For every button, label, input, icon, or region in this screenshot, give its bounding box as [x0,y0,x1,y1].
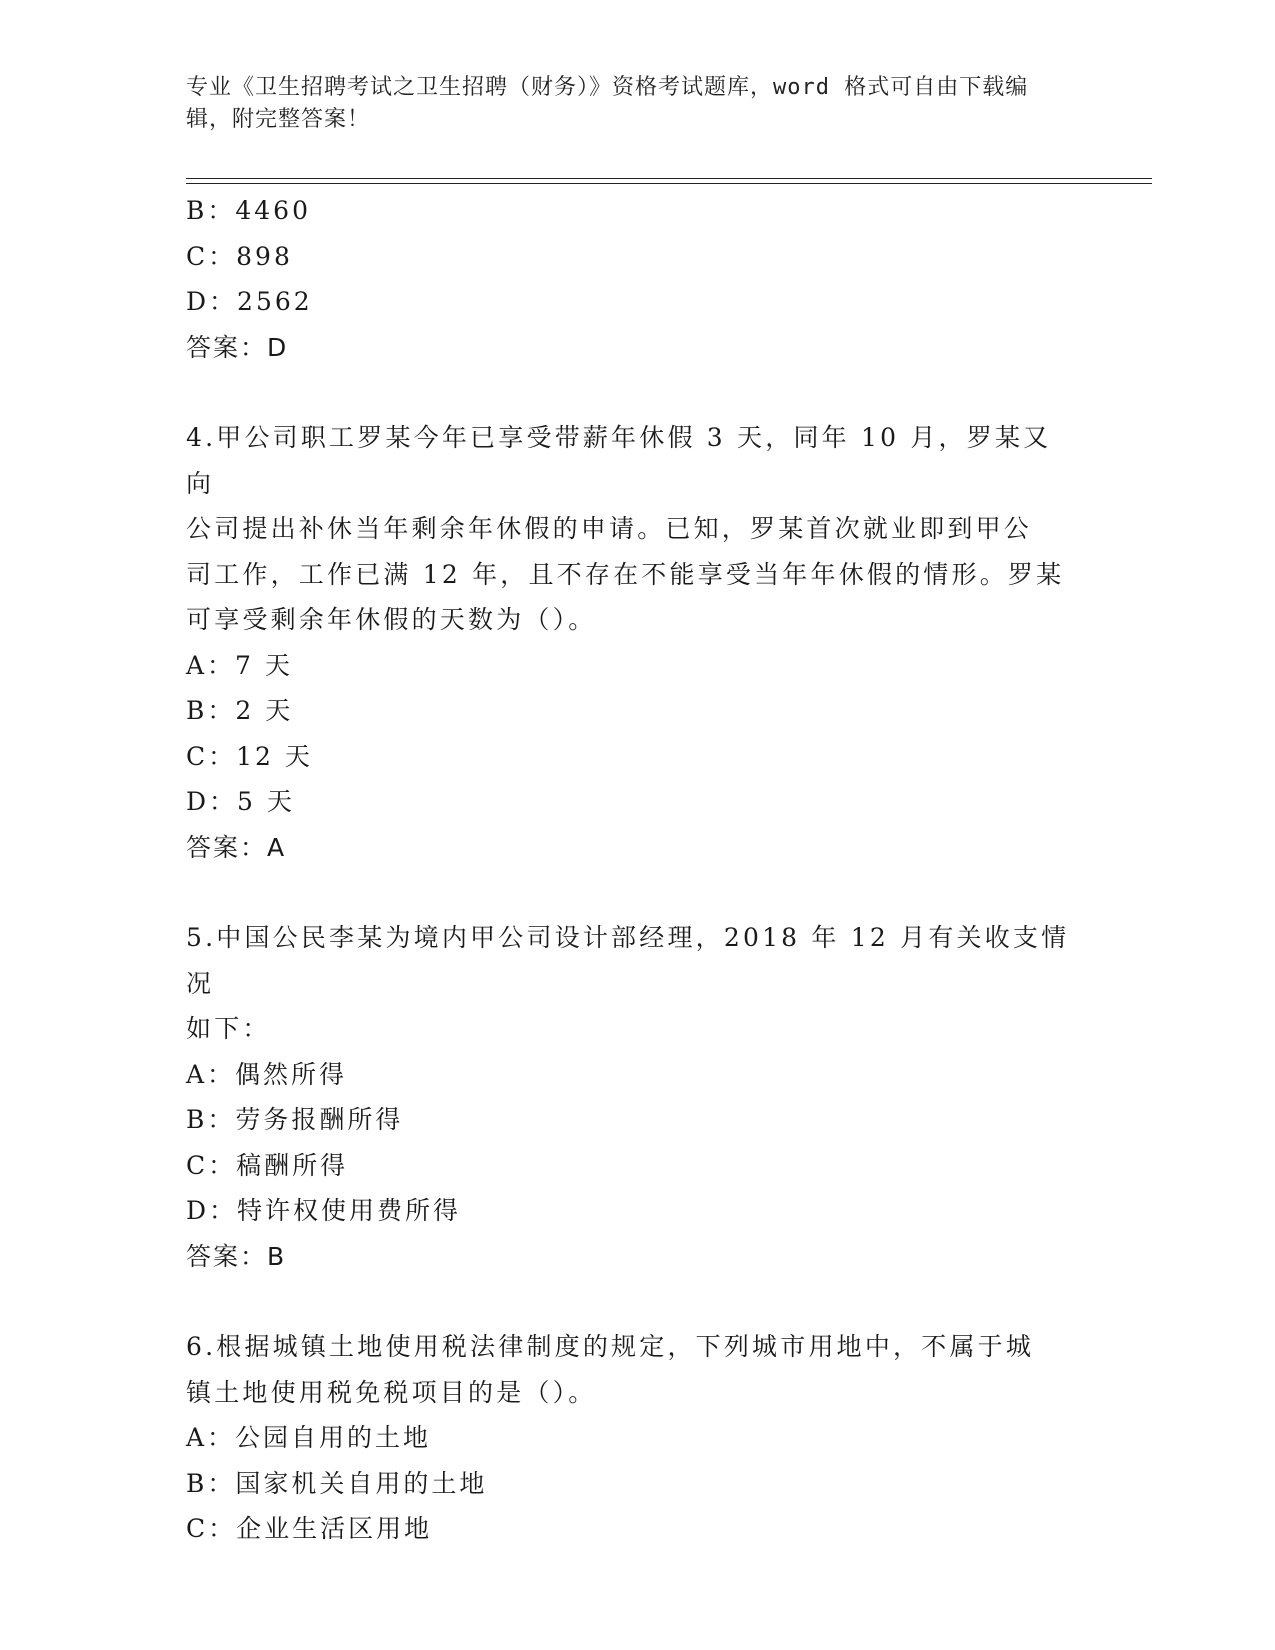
document-header: 专业《卫生招聘考试之卫生招聘（财务）》资格考试题库，word 格式可自由下载编辑，附完整答案！ [186,75,1029,132]
stem-line: 可享受剩余年休假的天数为（）。 [186,605,597,634]
question-content [186,188,1086,1552]
stem-line: 5.中国公民李某为境内甲公司设计部经理，2018 年 12 月有关收支情况 [186,923,1070,998]
option-a: A：7 天 [186,650,293,680]
option-c: C：企业生活区用地 [186,1514,433,1543]
option-d: D：5 天 [186,787,295,816]
stem-line: 镇土地使用税免税项目的是（）。 [186,1377,597,1407]
question-stem [186,915,1076,1052]
option-c: C：稿酬所得 [186,1150,349,1180]
stem-line: 4.甲公司职工罗某今年已享受带薪年休假 3 天，同年 10 月，罗某又向 [186,423,1052,498]
option-c: C：12 天 [186,741,313,771]
option-a: A：偶然所得 [186,1059,348,1089]
option-d: D：2562 [186,287,313,316]
header-rule-top [186,178,1152,179]
answer-line: 答案：D [186,332,289,362]
stem-line: 6.根据城镇土地使用税法律制度的规定，下列城市用地中，不属于城 [186,1332,1035,1361]
answer-line: 答案：B [186,1241,287,1271]
stem-line: 公司提出补休当年剩余年休假的申请。已知，罗某首次就业即到甲公 [186,514,1033,543]
option-a: A：公园自用的土地 [186,1423,432,1452]
question-5 [186,915,1086,1279]
question-4 [186,415,1086,870]
question-6 [186,1324,1086,1552]
answer-line: 答案：A [186,832,287,862]
option-b: B：劳务报酬所得 [186,1105,404,1134]
stem-line: 司工作，工作已满 12 年，且不存在不能享受当年年休假的情形。罗某 [186,559,1065,589]
option-d: D：特许权使用费所得 [186,1196,462,1225]
option-c: C：898 [186,241,293,271]
option-b: B：国家机关自用的土地 [186,1468,488,1498]
prev-question-tail [186,188,1086,370]
header-rule-bottom [186,183,1152,184]
stem-line: 如下： [186,1014,271,1043]
question-stem [186,415,1076,643]
question-stem [186,1324,1076,1415]
option-b: B：4460 [186,196,311,225]
option-b: B：2 天 [186,696,294,725]
